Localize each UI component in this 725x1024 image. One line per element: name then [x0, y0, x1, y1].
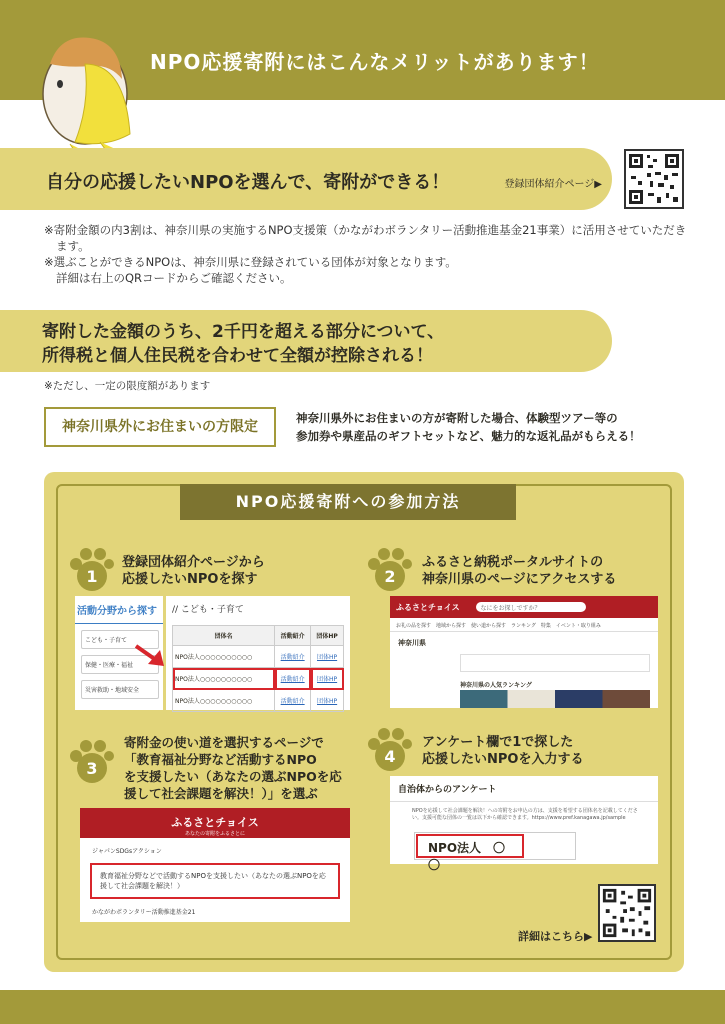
category-item[interactable]: 災害救助・地域安全: [81, 680, 159, 699]
qr-code-icon[interactable]: [598, 884, 656, 942]
usage-option[interactable]: ジャパンSDGsアクション: [92, 848, 162, 855]
step-line: 応援したいNPOを入力する: [422, 752, 584, 767]
merit3-line: 神奈川県外にお住まいの方が寄附した場合、体験型ツアー等の: [296, 411, 618, 425]
hamster-mascot-icon: [30, 24, 140, 159]
usage-brand: ふるさとチョイス: [171, 816, 259, 829]
merit2-note: ※ただし、一定の限度額があります: [44, 380, 211, 392]
merit2-heading: [42, 320, 444, 368]
usage-option[interactable]: かながわボランタリー活動推進基金21: [92, 909, 196, 916]
table-cell: NPO法人○○○○○○○○○○: [173, 646, 275, 668]
note-item: ※選ぶことができるNPOは、神奈川県に登録されている団体が対象となります。: [44, 255, 457, 269]
npo-table: [172, 625, 344, 712]
step-line: 援して社会課題を解決！）」を選ぶ: [124, 786, 318, 801]
portal-prefecture: 神奈川県: [398, 639, 426, 647]
portal-nav[interactable]: お礼の品を探す 地域から探す 使い道から探す ランキング 特集 イベント・取り組み: [390, 618, 658, 632]
portal-header: [390, 596, 658, 618]
table-header: 団体名: [173, 626, 275, 646]
npo-list-link[interactable]: 登録団体紹介ページ▶: [504, 179, 602, 190]
category-sidebar-title: 活動分野から探す: [75, 596, 163, 624]
usage-tagline: あなたの寄附をふるさとに: [184, 831, 245, 837]
merit1-notes: [44, 222, 694, 286]
step-line: 登録団体紹介ページから: [122, 555, 265, 570]
merit2-heading-line: 寄附した金額のうち、2千円を超える部分について、: [42, 322, 445, 342]
survey-screenshot: [390, 776, 658, 872]
portal-tab-grid: [460, 654, 650, 672]
step-line: 神奈川県のページにアクセスする: [422, 572, 617, 587]
qr-code-icon[interactable]: [624, 149, 684, 209]
paw-step-1-icon: [68, 548, 112, 592]
survey-description: NPOを応援して社会課題を解決！への寄附をお申込の方は、支援を希望する団体名を記載してください。支援可能な団体の一覧は以下から確認できます。https://www.pref.kanagawa.jp/sample: [412, 808, 638, 821]
portal-search-input[interactable]: なにをお探しですか？: [476, 602, 586, 612]
step-line: 応援したいNPOを探す: [122, 572, 258, 587]
table-header: 団体HP: [311, 626, 344, 646]
homepage-link[interactable]: 団体HP: [311, 668, 344, 690]
step-line: を支援したい（あなたの選ぶNPOを応: [124, 769, 342, 784]
survey-input-value[interactable]: NPO法人 〇〇: [416, 834, 524, 858]
page-title: NPO応援寄附にはこんなメリットがあります！: [150, 50, 600, 74]
merit1-band: [0, 148, 612, 210]
npo-table-screenshot: [166, 596, 350, 710]
note-item: ※寄附金額の内3割は、神奈川県の実施するNPO支援策（かながわボランタリー活動推進基金21事業）に活用させていただきます。: [44, 223, 687, 253]
out-of-prefecture-badge: 神奈川県外にお住まいの方限定: [44, 407, 276, 447]
homepage-link[interactable]: 団体HP: [311, 690, 344, 712]
note-item: 詳細は右上のQRコードからご確認ください。: [56, 271, 292, 285]
step-2-text: [422, 554, 616, 588]
survey-heading: 自治体からのアンケート: [390, 776, 658, 802]
merit3-description: [296, 409, 641, 445]
svg-text:3: 3: [86, 759, 98, 778]
red-arrow-icon: [134, 642, 168, 668]
merit3-line: 参加券や県産品のギフトセットなど、魅力的な返礼品がもらえる！: [296, 429, 641, 443]
step-line: 「教育福祉分野など活動するNPO: [124, 752, 317, 767]
portal-thumbnails: [460, 690, 650, 708]
activity-link[interactable]: 活動紹介: [275, 690, 311, 712]
table-cell: NPO法人○○○○○○○○○○: [173, 668, 275, 690]
usage-header: [80, 808, 350, 838]
portal-ranking-label: 神奈川県の人気ランキング: [460, 682, 532, 689]
svg-text:1: 1: [86, 567, 98, 586]
table-row-highlighted: [173, 668, 344, 690]
merit2-band: [0, 310, 612, 372]
paw-step-4-icon: [366, 728, 410, 772]
paw-step-3-icon: [68, 740, 112, 784]
usage-option-selected[interactable]: 教育福祉分野などで活動するNPOを支援したい（あなたの選ぶNPOを応援して社会課題を解決！）: [90, 863, 340, 899]
activity-link[interactable]: 活動紹介: [275, 668, 311, 690]
npo-table-title: // こども・子育て: [172, 605, 244, 615]
activity-link[interactable]: 活動紹介: [275, 646, 311, 668]
paw-step-2-icon: [366, 548, 410, 592]
usage-select-screenshot: [80, 808, 350, 922]
table-header: 活動紹介: [275, 626, 311, 646]
merit2-heading-line: 所得税と個人住民税を合わせて全額が控除される！: [42, 346, 433, 366]
merit1-heading: 自分の応援したいNPOを選んで、寄附ができる！: [46, 172, 450, 193]
svg-text:4: 4: [384, 747, 396, 766]
table-cell: NPO法人○○○○○○○○○○: [173, 690, 275, 712]
details-link[interactable]: 詳細はこちら▶: [518, 930, 593, 943]
step-line: 寄附金の使い道を選択するページで: [124, 735, 324, 750]
category-item[interactable]: 保健・医療・福祉: [81, 655, 159, 674]
step-line: ふるさと納税ポータルサイトの: [422, 555, 604, 570]
qr-pattern-icon: [626, 151, 682, 207]
qr-pattern-icon: [600, 886, 654, 940]
portal-screenshot: [390, 596, 658, 708]
svg-text:2: 2: [384, 567, 396, 586]
table-row: [173, 690, 344, 712]
homepage-link[interactable]: 団体HP: [311, 646, 344, 668]
step-4-text: [422, 734, 583, 768]
step-1-text: [122, 554, 265, 588]
portal-brand: ふるさとチョイス: [396, 603, 460, 612]
step-line: アンケート欄で1で探した: [422, 735, 574, 750]
footer-bar: [0, 990, 725, 1024]
category-item[interactable]: こども・子育て: [81, 630, 159, 649]
step-3-text: [124, 734, 342, 802]
howto-title: NPO応援寄附への参加方法: [180, 484, 516, 520]
table-row: [173, 646, 344, 668]
